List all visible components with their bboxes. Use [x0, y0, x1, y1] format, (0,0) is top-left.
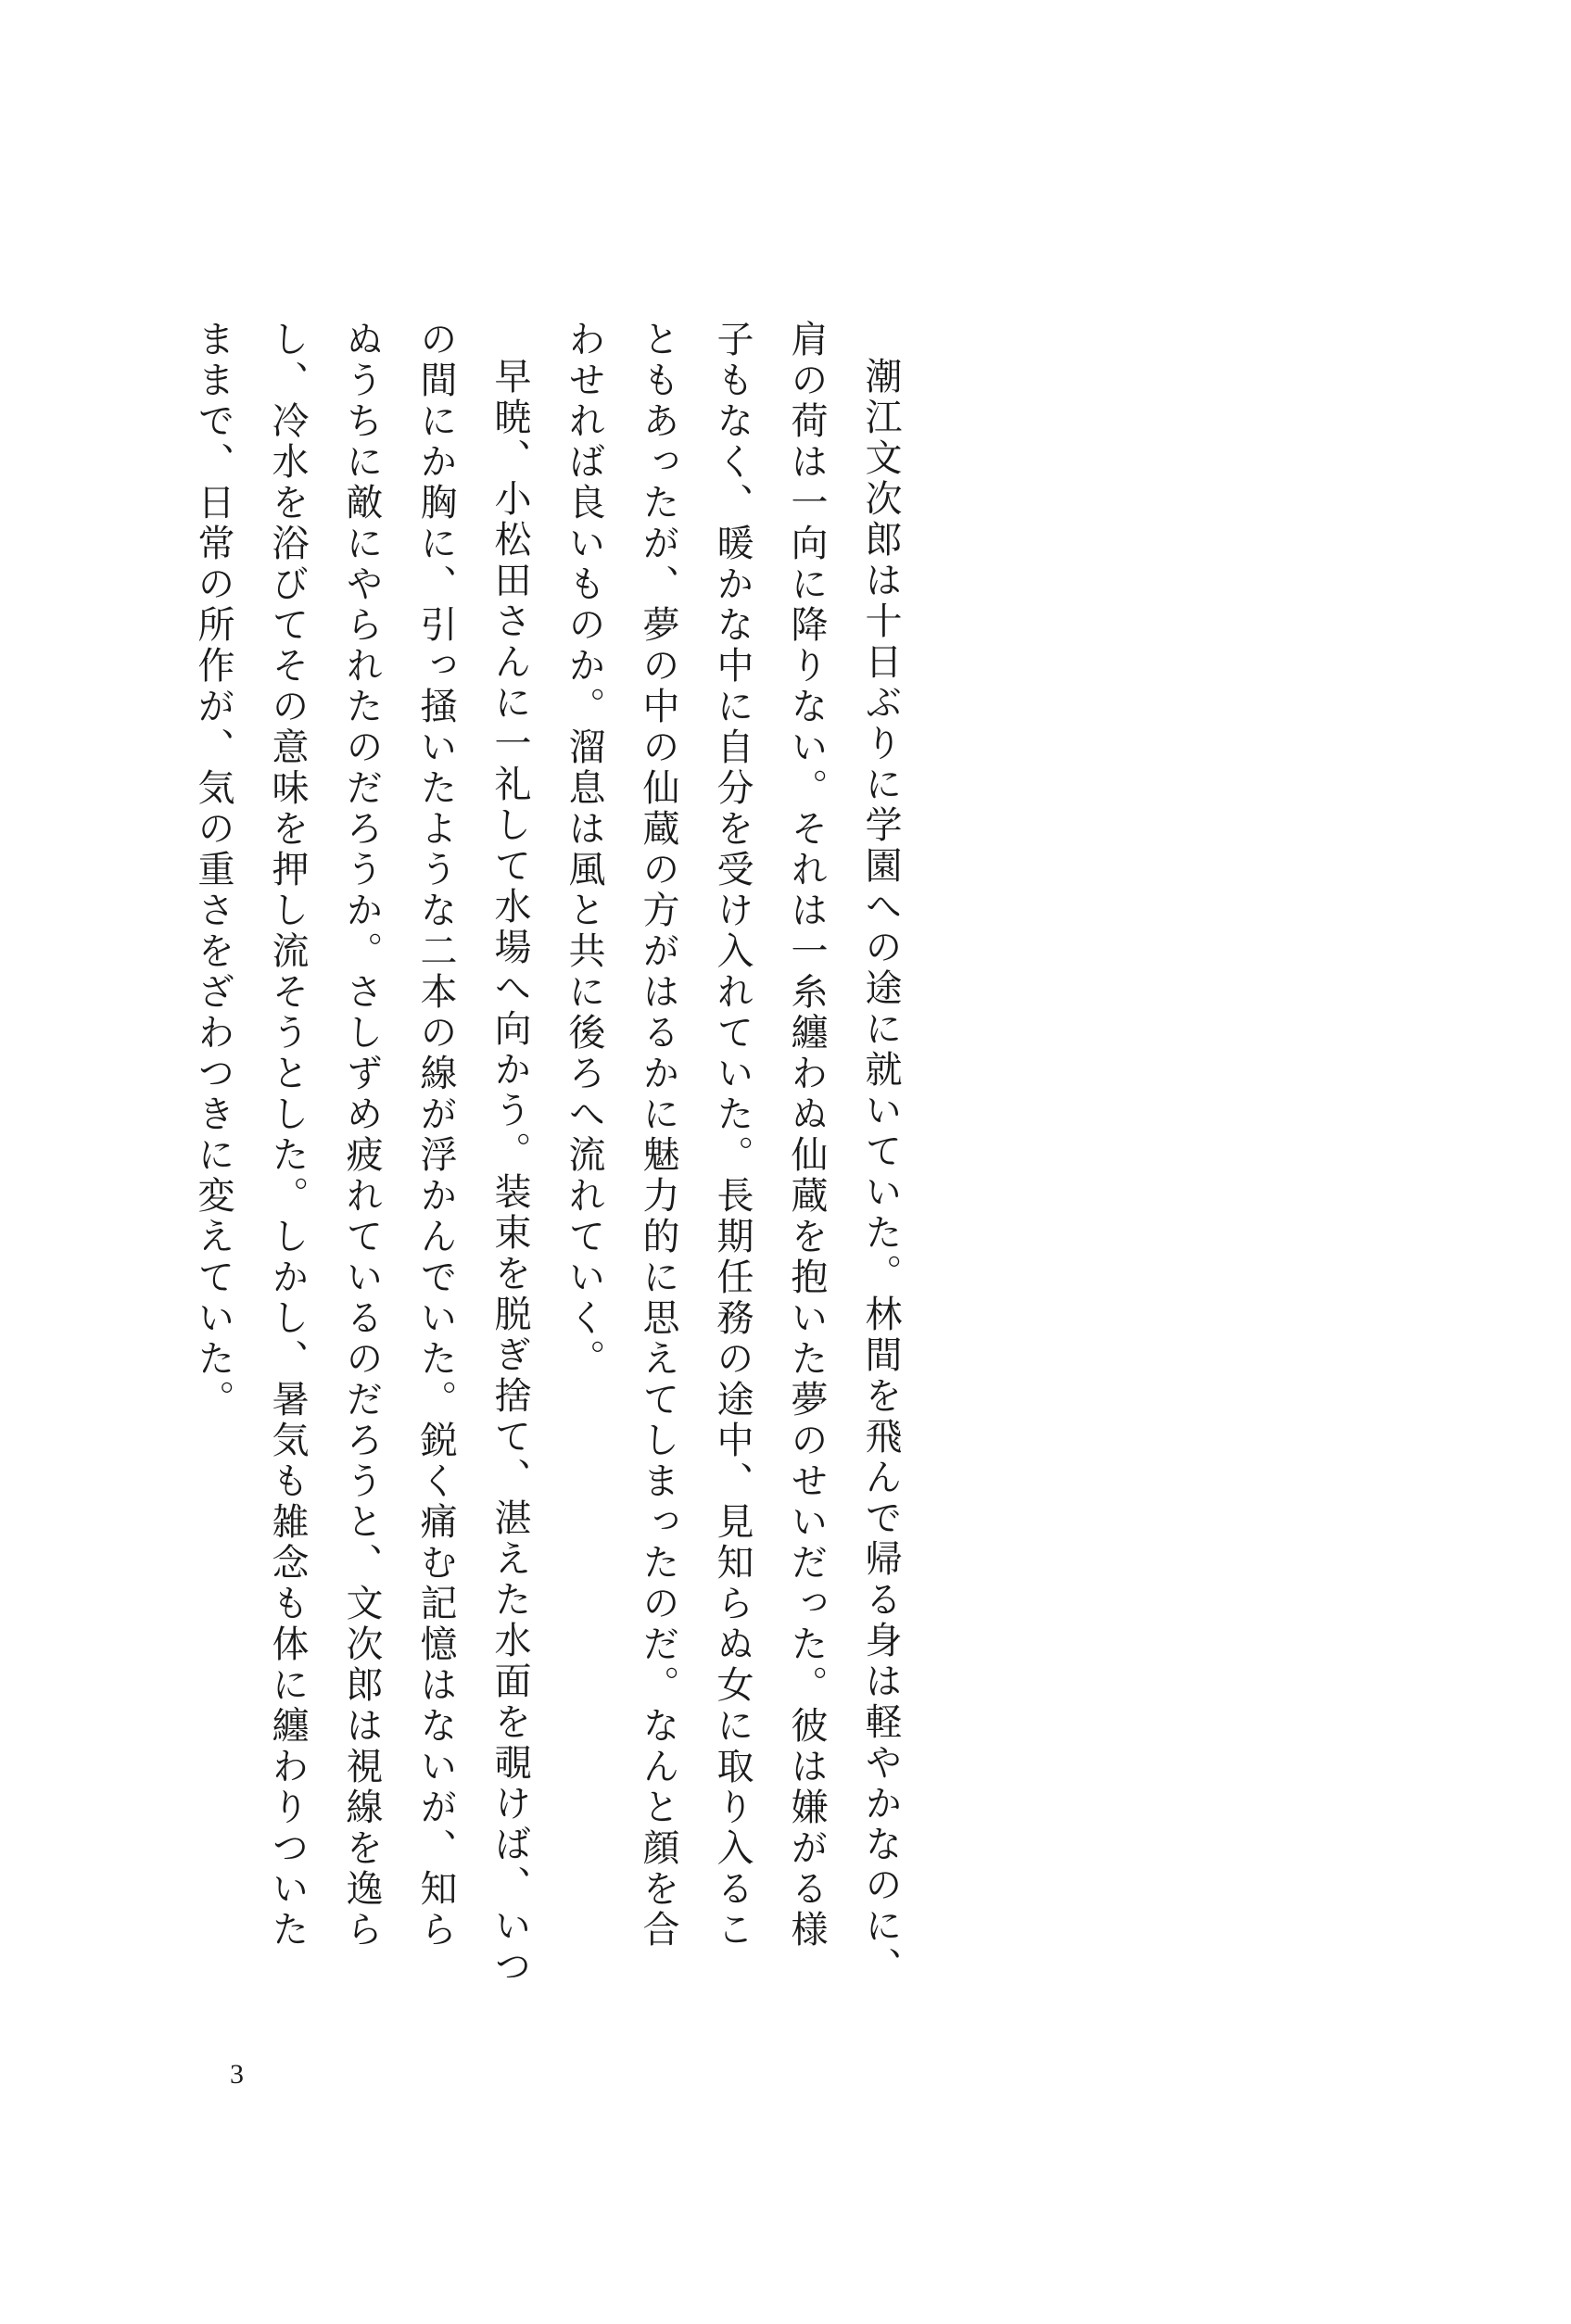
paragraph-1: 潮江文次郎は十日ぶりに学園への途に就いていた。林間を飛んで帰る身は軽やかなのに、肩の荷は一向に降りない。それは一糸纏わぬ仙蔵を抱いた夢のせいだった。彼は嫌がる様子もなく、暖かな中に自分を受け入れていた。長期任務の途中、見知らぬ女に取り入ることもあったが、夢の中の仙蔵の方がはるかに魅力的に思えてしまったのだ。なんと顔を合わせれば良いものか。溜息は風と共に後ろへ流れていく。	[563, 320, 902, 1988]
page-number: 3	[230, 2059, 244, 2090]
vertical-text-body	[192, 320, 918, 1988]
paragraph-2: 早暁、小松田さんに一礼して水場へ向かう。装束を脱ぎ捨て、湛えた水面を覗けば、いつの間にか胸に、引っ掻いたような二本の線が浮かんでいた。鋭く痛む記憶はないが、知らぬうちに敵にやられたのだろうか。さしずめ疲れているのだろうと、文次郎は視線を逸らし、冷水を浴びてその意味を押し流そうとした。しかし、暑気も雑念も体に纏わりついたままで、日常の所作が、気の重さをざわつきに変えていた。	[192, 320, 531, 1988]
